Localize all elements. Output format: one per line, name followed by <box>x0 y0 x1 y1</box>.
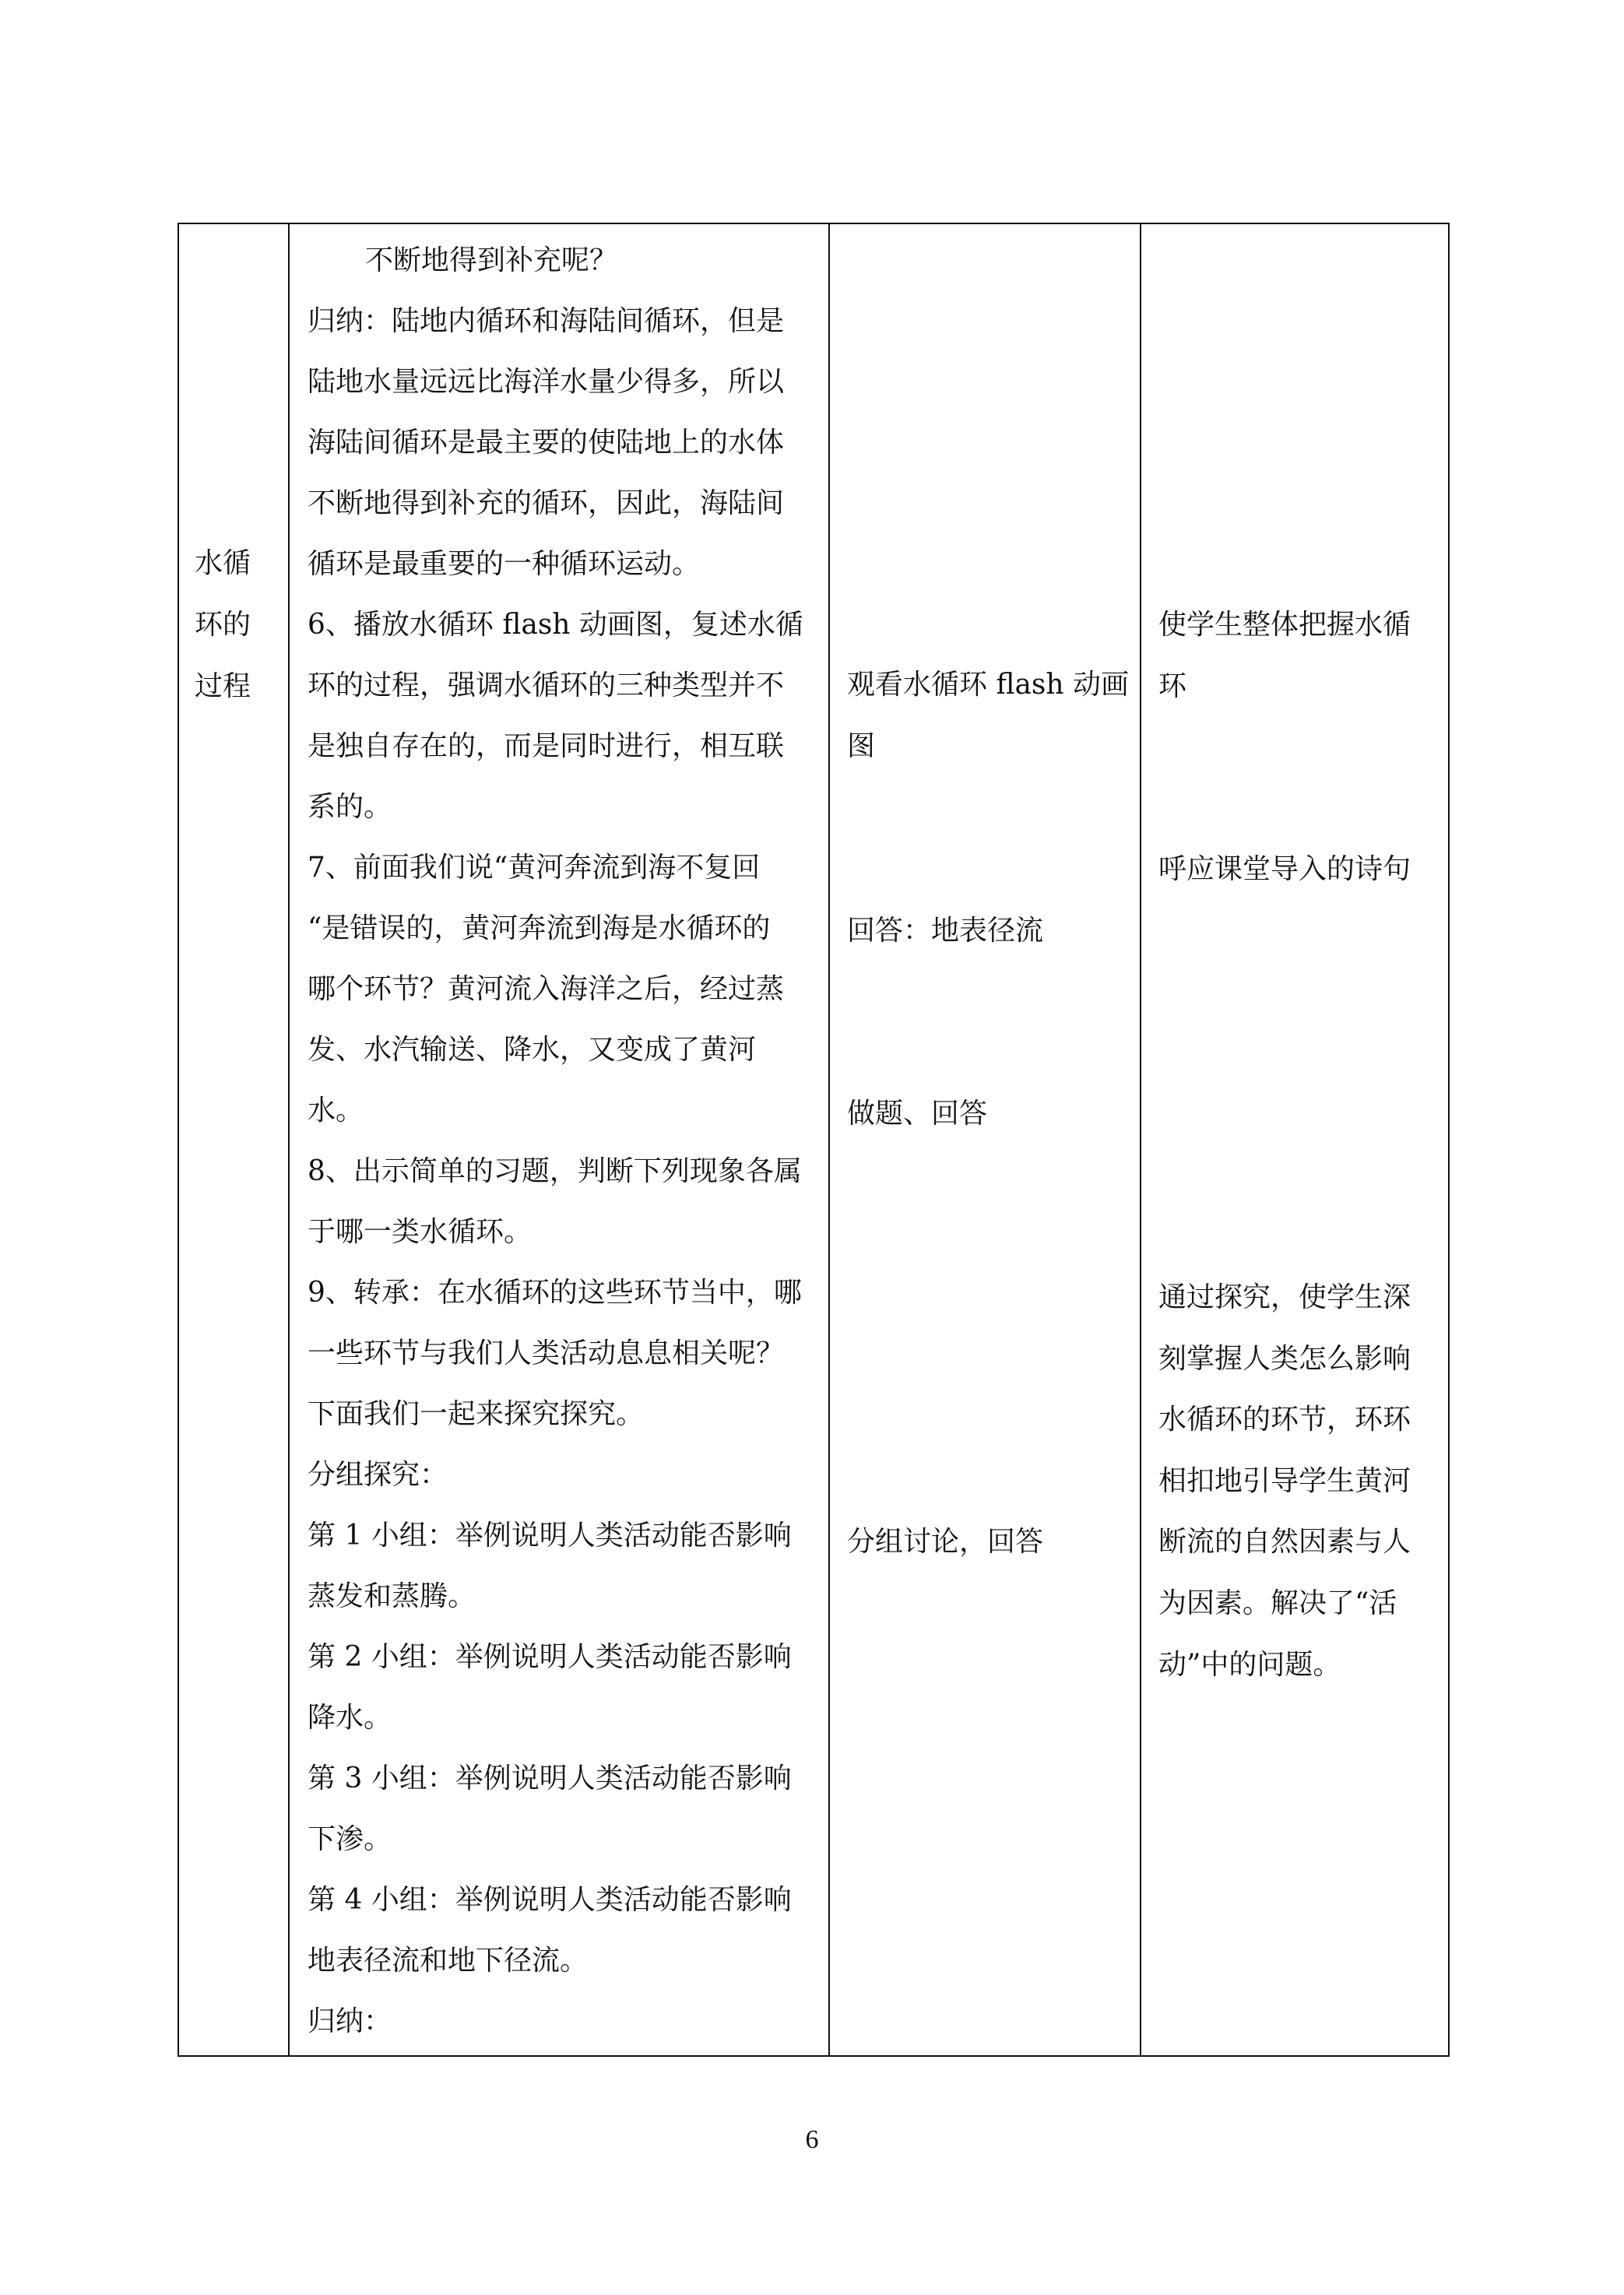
teacher-line: “是错误的，黄河奔流到海是水循环的 <box>308 912 771 944</box>
design-line: 刻掌握人类怎么影响 <box>1158 1343 1411 1375</box>
design-line: 为因素。解决了“活 <box>1158 1587 1397 1619</box>
teacher-line: 归纳： <box>308 2005 392 2037</box>
column-divider <box>828 224 830 2055</box>
teacher-line: 发、水汽输送、降水，又变成了黄河 <box>308 1034 757 1066</box>
column-divider <box>288 224 290 2055</box>
student-line: 观看水循环 flash 动画 <box>847 669 1130 701</box>
student-line: 图 <box>847 730 876 762</box>
design-line: 相扣地引导学生黄河 <box>1158 1465 1411 1497</box>
teacher-line: 系的。 <box>308 791 392 823</box>
design-line: 使学生整体把握水循 <box>1158 609 1411 641</box>
teacher-line: 第 4 小组：举例说明人类活动能否影响 <box>308 1884 792 1916</box>
student-line: 回答：地表径流 <box>847 915 1044 947</box>
teacher-line: 蒸发和蒸腾。 <box>308 1580 476 1612</box>
teacher-line: 8、出示简单的习题，判断下列现象各属 <box>308 1155 802 1187</box>
section-line: 过程 <box>195 670 251 702</box>
column-divider <box>1140 224 1141 2055</box>
student-line: 做题、回答 <box>847 1098 988 1130</box>
teacher-line: 第 2 小组：举例说明人类活动能否影响 <box>308 1641 792 1673</box>
design-line: 环 <box>1158 670 1187 702</box>
teacher-line: 水。 <box>308 1095 364 1126</box>
teacher-line: 第 1 小组：举例说明人类活动能否影响 <box>308 1520 792 1552</box>
teacher-line: 陆地水量远远比海洋水量少得多，所以 <box>308 366 785 398</box>
teacher-line: 9、转承：在水循环的这些环节当中，哪 <box>308 1277 802 1309</box>
teacher-line: 分组探究： <box>308 1459 448 1491</box>
teacher-activity-cell <box>308 230 825 2052</box>
page-number: 6 <box>805 2125 819 2154</box>
teacher-line: 不断地得到补充呢？ <box>365 244 618 276</box>
teacher-line: 是独自存在的，而是同时进行，相互联 <box>308 730 785 762</box>
design-line: 呼应课堂导入的诗句 <box>1158 853 1411 885</box>
teacher-line: 归纳：陆地内循环和海陆间循环，但是 <box>308 305 785 337</box>
teacher-line: 降水。 <box>308 1702 392 1734</box>
teacher-line: 第 3 小组：举例说明人类活动能否影响 <box>308 1763 792 1794</box>
design-line: 通过探究，使学生深 <box>1158 1281 1411 1313</box>
teacher-line: 海陆间循环是最主要的使陆地上的水体 <box>308 427 785 459</box>
section-line: 水循 <box>195 547 251 579</box>
design-line: 动”中的问题。 <box>1158 1649 1341 1681</box>
teacher-line: 不断地得到补充的循环，因此，海陆间 <box>308 487 785 519</box>
teacher-line: 于哪一类水循环。 <box>308 1216 533 1248</box>
teacher-line: 哪个环节？黄河流入海洋之后，经过蒸 <box>308 973 785 1005</box>
design-line: 水循环的环节，环环 <box>1158 1404 1411 1436</box>
teacher-line: 下渗。 <box>308 1823 392 1855</box>
teacher-line: 地表径流和地下径流。 <box>308 1945 589 1977</box>
teacher-line: 环的过程，强调水循环的三种类型并不 <box>308 670 785 701</box>
teacher-line: 循环是最重要的一种循环运动。 <box>308 548 701 580</box>
section-line: 环的 <box>195 609 251 641</box>
teacher-line: 6、播放水循环 flash 动画图，复述水循 <box>308 609 803 641</box>
design-line: 断流的自然因素与人 <box>1158 1526 1411 1558</box>
teacher-line: 一些环节与我们人类活动息息相关呢？ <box>308 1337 785 1369</box>
student-line: 分组讨论，回答 <box>847 1526 1044 1558</box>
teacher-line: 7、前面我们说“黄河奔流到海不复回 <box>308 852 761 884</box>
teacher-line: 下面我们一起来探究探究。 <box>308 1398 645 1430</box>
lesson-table <box>178 223 1450 2057</box>
